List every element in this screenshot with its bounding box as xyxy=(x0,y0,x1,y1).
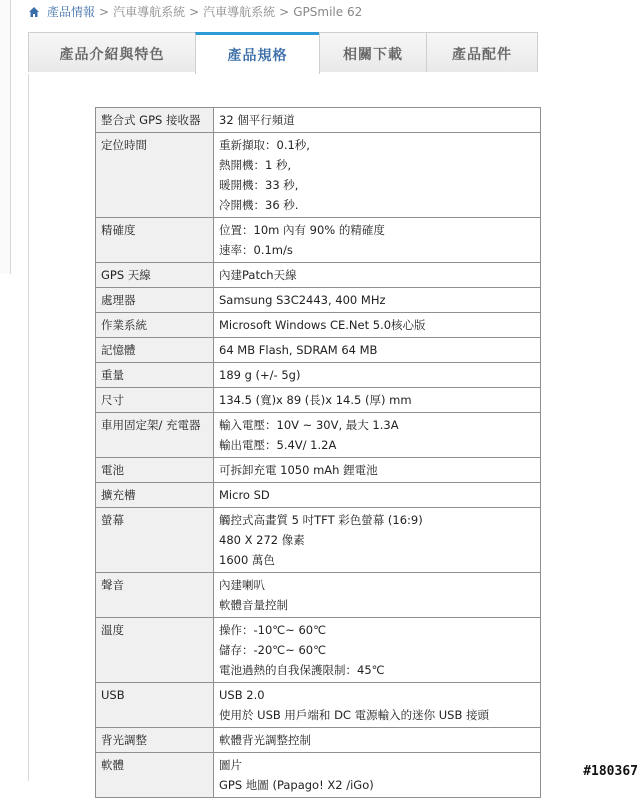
spec-label: 尺寸 xyxy=(96,388,214,413)
spec-row xyxy=(96,458,541,483)
spec-value xyxy=(214,413,541,458)
spec-row xyxy=(96,683,541,728)
spec-label: 精確度 xyxy=(96,218,214,263)
breadcrumb-separator: > xyxy=(99,5,110,19)
spec-row xyxy=(96,413,541,458)
spec-label: 處理器 xyxy=(96,288,214,313)
spec-value-line: 使用於 USB 用戶端和 DC 電源輸入的迷你 USB 接頭 xyxy=(219,708,490,722)
spec-row xyxy=(96,483,541,508)
spec-row xyxy=(96,728,541,753)
spec-row xyxy=(96,753,541,798)
spec-row xyxy=(96,618,541,683)
spec-value-line: 位置：10m 內有 90% 的精確度 xyxy=(219,223,385,237)
spec-table xyxy=(95,107,541,798)
spec-value-line: 熱開機：1 秒, xyxy=(219,158,292,172)
spec-value-line: 64 MB Flash, SDRAM 64 MB xyxy=(219,343,378,357)
spec-row xyxy=(96,263,541,288)
spec-value-line: 內建喇叭 xyxy=(219,578,265,592)
spec-value-line: 內建Patch天線 xyxy=(219,268,297,282)
spec-value xyxy=(214,618,541,683)
spec-value-line: 重新擷取：0.1秒, xyxy=(219,138,310,152)
spec-value xyxy=(214,218,541,263)
tab-accessories[interactable]: 產品配件 xyxy=(426,32,538,72)
spec-value-line: 速率：0.1m/s xyxy=(219,243,293,257)
spec-row xyxy=(96,218,541,263)
tab-product-specs[interactable]: 產品規格 xyxy=(195,32,320,75)
spec-label: 溫度 xyxy=(96,618,214,683)
spec-row xyxy=(96,388,541,413)
spec-row xyxy=(96,573,541,618)
spec-value-line: USB 2.0 xyxy=(219,688,265,702)
spec-value xyxy=(214,728,541,753)
spec-value xyxy=(214,133,541,218)
spec-label: 車用固定架/ 充電器 xyxy=(96,413,214,458)
breadcrumb-current-product: GPSmile 62 xyxy=(293,5,363,19)
spec-value xyxy=(214,108,541,133)
breadcrumb-separator: > xyxy=(279,5,290,19)
spec-value-line: 189 g (+/- 5g) xyxy=(219,368,301,382)
left-sidebar-edge xyxy=(0,0,11,274)
spec-value-line: 輸入電壓：10V ~ 30V, 最大 1.3A xyxy=(219,418,399,432)
spec-label: 擴充槽 xyxy=(96,483,214,508)
spec-label: 重量 xyxy=(96,363,214,388)
product-tab-bar xyxy=(28,32,640,75)
spec-value-line: 電池過熱的自我保護限制：45℃ xyxy=(219,663,385,677)
spec-row xyxy=(96,108,541,133)
spec-value-line: 480 X 272 像素 xyxy=(219,533,305,547)
breadcrumb-car-navigation-sub[interactable]: 汽車導航系統 xyxy=(203,5,276,19)
spec-value xyxy=(214,338,541,363)
spec-value-line: 圖片 xyxy=(219,758,242,772)
spec-value-line: Micro SD xyxy=(219,488,270,502)
spec-value xyxy=(214,483,541,508)
spec-label: 螢幕 xyxy=(96,508,214,573)
spec-value-line: 儲存：-20℃~ 60℃ xyxy=(219,643,327,657)
spec-value-line: 軟體背光調整控制 xyxy=(219,733,311,747)
spec-label: 聲音 xyxy=(96,573,214,618)
spec-value-line: 觸控式高畫質 5 吋TFT 彩色螢幕 (16:9) xyxy=(219,513,423,527)
spec-label: USB xyxy=(96,683,214,728)
spec-value xyxy=(214,508,541,573)
breadcrumb xyxy=(28,3,362,21)
spec-value xyxy=(214,363,541,388)
home-icon[interactable] xyxy=(28,6,40,18)
spec-value xyxy=(214,313,541,338)
spec-value xyxy=(214,288,541,313)
spec-row xyxy=(96,288,541,313)
spec-value-line: 操作：-10℃~ 60℃ xyxy=(219,623,327,637)
spec-value-line: 32 個平行頻道 xyxy=(219,113,295,127)
spec-value xyxy=(214,683,541,728)
tab-product-features[interactable]: 產品介紹與特色 xyxy=(28,32,196,72)
spec-label: 電池 xyxy=(96,458,214,483)
spec-value-line: GPS 地圖 (Papago! X2 /iGo) xyxy=(219,778,374,792)
spec-value-line: 1600 萬色 xyxy=(219,553,275,567)
breadcrumb-car-navigation[interactable]: 汽車導航系統 xyxy=(113,5,186,19)
spec-value-line: 冷開機：36 秒. xyxy=(219,198,299,212)
spec-value-line: 134.5 (寬)x 89 (長)x 14.5 (厚) mm xyxy=(219,393,412,407)
spec-label: 作業系統 xyxy=(96,313,214,338)
tab-downloads[interactable]: 相關下載 xyxy=(319,32,427,72)
spec-label: 記憶體 xyxy=(96,338,214,363)
spec-value-line: 可拆卸充電 1050 mAh 鋰電池 xyxy=(219,463,378,477)
spec-value-line: Microsoft Windows CE.Net 5.0核心版 xyxy=(219,318,426,332)
spec-value-line: 暖開機：33 秒, xyxy=(219,178,299,192)
breadcrumb-product-info[interactable]: 產品情報 xyxy=(47,5,96,19)
spec-label: 軟體 xyxy=(96,753,214,798)
spec-value-line: 軟體音量控制 xyxy=(219,598,288,612)
spec-value-line: Samsung S3C2443, 400 MHz xyxy=(219,293,386,307)
spec-value xyxy=(214,753,541,798)
spec-value xyxy=(214,573,541,618)
spec-value xyxy=(214,263,541,288)
spec-row xyxy=(96,338,541,363)
spec-row xyxy=(96,363,541,388)
spec-label: 定位時間 xyxy=(96,133,214,218)
spec-label: 整合式 GPS 接收器 xyxy=(96,108,214,133)
spec-label: GPS 天線 xyxy=(96,263,214,288)
spec-row xyxy=(96,508,541,573)
watermark: #180367 xyxy=(583,764,638,779)
spec-value xyxy=(214,388,541,413)
breadcrumb-separator: > xyxy=(189,5,200,19)
spec-value-line: 輸出電壓：5.4V/ 1.2A xyxy=(219,438,337,452)
spec-row xyxy=(96,313,541,338)
spec-value xyxy=(214,458,541,483)
spec-label: 背光調整 xyxy=(96,728,214,753)
spec-row xyxy=(96,133,541,218)
